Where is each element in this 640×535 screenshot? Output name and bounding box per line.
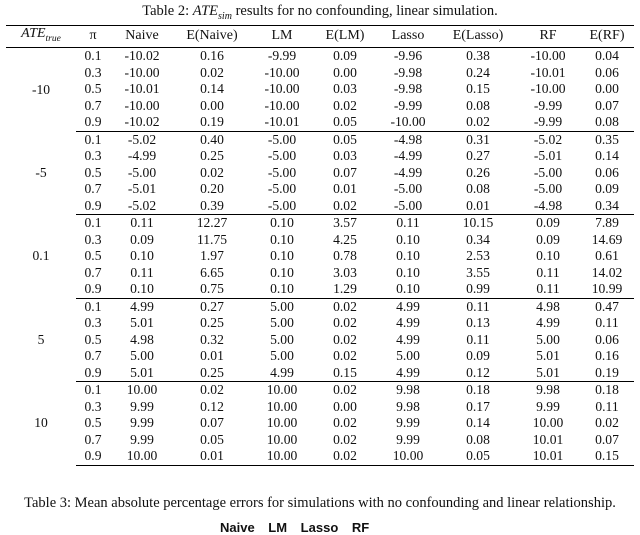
table-cell: 9.98 — [396, 382, 420, 398]
table-cell: 5.00 — [270, 348, 294, 364]
table-cell: 0.5 — [84, 164, 102, 180]
table-cell: 0.1 — [84, 215, 102, 231]
table-cell: 0.02 — [595, 415, 619, 431]
table-cell: 4.25 — [333, 231, 357, 247]
table-cell: 0.39 — [174, 198, 250, 215]
table-cell: 5.00 — [130, 348, 154, 364]
table-cell: 0.08 — [580, 114, 634, 131]
table-cell: 4.99 — [536, 315, 560, 331]
table3-cut-header: Naive LM Lasso RF — [220, 520, 370, 535]
group-ate-3 — [6, 298, 634, 382]
table-cell: 0.3 — [84, 148, 102, 164]
table-cell: -10.00 — [264, 81, 300, 97]
table-row — [6, 448, 634, 465]
table-cell: 0.10 — [110, 281, 174, 298]
group-ate-2 — [6, 215, 634, 299]
table-cell: 0.38 — [466, 48, 490, 64]
table-cell: 4.98 — [130, 331, 154, 347]
table-cell: -4.99 — [127, 148, 157, 164]
group-ate-0 — [6, 48, 634, 132]
table-cell: 0.78 — [333, 248, 357, 264]
table-cell: -10.00 — [124, 97, 160, 113]
ate-true-value: -10 — [31, 81, 51, 97]
table-cell: 0.02 — [333, 298, 357, 314]
table-cell: 0.12 — [200, 398, 224, 414]
table-cell: 0.10 — [270, 248, 294, 264]
group-ate-4 — [6, 382, 634, 466]
table2-caption — [0, 2, 640, 26]
table-cell: 0.05 — [440, 448, 516, 465]
table-cell: 0.17 — [466, 398, 490, 414]
table-cell: -4.99 — [393, 164, 423, 180]
table-cell: 0.05 — [314, 114, 376, 131]
table-cell: 0.11 — [516, 281, 580, 298]
table-cell: 3.57 — [333, 215, 357, 231]
table-cell: 0.75 — [174, 281, 250, 298]
header-col-4: E(LM) — [314, 26, 376, 48]
table-cell: 4.99 — [376, 365, 440, 382]
table-row — [6, 65, 634, 82]
table-cell: 0.16 — [200, 48, 224, 64]
table-cell: 0.27 — [466, 148, 490, 164]
table-cell: -10.00 — [124, 64, 160, 80]
table-cell: 0.02 — [440, 114, 516, 131]
table-cell: 0.08 — [466, 431, 490, 447]
table-cell: 10.00 — [266, 398, 298, 414]
table-cell: 5.01 — [130, 315, 154, 331]
ate-true-value: 5 — [37, 331, 45, 347]
table-cell: 0.11 — [595, 315, 619, 331]
table-cell: 9.98 — [536, 382, 560, 398]
table-cell: 4.99 — [250, 365, 314, 382]
table-cell: 0.09 — [536, 215, 560, 231]
table-cell: -4.98 — [393, 131, 423, 147]
table-cell: 0.10 — [396, 264, 420, 280]
table-cell: 0.3 — [84, 64, 102, 80]
table3-caption: Table 3: Mean absolute percentage errors for simulations with no confounding and linear relationship. — [24, 495, 616, 511]
table-cell: 0.15 — [314, 365, 376, 382]
table-cell: 0.3 — [84, 231, 102, 247]
table-cell: 0.10 — [270, 264, 294, 280]
table-cell: 0.00 — [333, 64, 357, 80]
table-cell: 5.01 — [516, 365, 580, 382]
table-cell: 14.02 — [591, 264, 623, 280]
table-cell: 0.09 — [536, 231, 560, 247]
table-cell: 0.25 — [200, 148, 224, 164]
table-cell: 0.02 — [333, 348, 357, 364]
table-cell: 0.9 — [76, 281, 110, 298]
table-cell: 0.11 — [130, 264, 154, 280]
table-cell: 0.14 — [200, 81, 224, 97]
table-row — [6, 165, 634, 182]
header-col-5: Lasso — [376, 26, 440, 48]
table-cell: -10.00 — [264, 97, 300, 113]
table-cell: 0.02 — [200, 64, 224, 80]
table-cell: -5.02 — [110, 198, 174, 215]
results-table — [6, 25, 634, 466]
table-cell: 9.99 — [396, 415, 420, 431]
table-cell: 5.00 — [270, 331, 294, 347]
table-cell: 0.34 — [580, 198, 634, 215]
table-row — [6, 48, 634, 65]
table-cell: 0.05 — [333, 131, 357, 147]
table-cell: 10.00 — [532, 415, 564, 431]
table-cell: -10.00 — [530, 48, 566, 64]
header-col-7: RF — [516, 26, 580, 48]
table-cell: -5.02 — [127, 131, 157, 147]
header-col-2: E(Naive) — [174, 26, 250, 48]
header-ate-true: $ATE_{true}$ — [6, 26, 76, 48]
table-cell: 0.1 — [84, 48, 102, 64]
table-cell: 4.99 — [396, 315, 420, 331]
table-cell: 0.9 — [76, 114, 110, 131]
table-row — [6, 148, 634, 165]
table-cell: -10.01 — [124, 81, 160, 97]
table-cell: 0.11 — [130, 215, 154, 231]
table-cell: 0.32 — [200, 331, 224, 347]
table-cell: 0.09 — [595, 181, 619, 197]
table-row — [6, 348, 634, 365]
table-cell: 6.65 — [200, 264, 224, 280]
table-cell: 0.09 — [333, 48, 357, 64]
header-col-6: E(Lasso) — [440, 26, 516, 48]
table-cell: 0.02 — [200, 164, 224, 180]
table-cell: 0.10 — [536, 248, 560, 264]
header-col-0: π — [76, 26, 110, 48]
table-cell: 0.02 — [200, 382, 224, 398]
table-cell: -10.02 — [124, 48, 160, 64]
table-cell: 0.09 — [466, 348, 490, 364]
table-cell: -5.00 — [127, 164, 157, 180]
table-cell: 0.19 — [174, 114, 250, 131]
table-cell: 0.10 — [270, 215, 294, 231]
table-cell: 9.98 — [396, 398, 420, 414]
table-cell: -9.96 — [393, 48, 423, 64]
table-cell: 0.07 — [595, 431, 619, 447]
table-cell: 7.89 — [595, 215, 619, 231]
table-cell: 0.02 — [333, 431, 357, 447]
table-cell: 0.09 — [130, 231, 154, 247]
table-cell: 0.40 — [200, 131, 224, 147]
table-cell: 0.1 — [84, 382, 102, 398]
table-cell: 0.5 — [84, 331, 102, 347]
table-row — [6, 281, 634, 298]
table-cell: -9.99 — [393, 97, 423, 113]
ate-true-value: -5 — [35, 164, 47, 180]
table-cell: -10.01 — [250, 114, 314, 131]
table-cell: 0.06 — [595, 164, 619, 180]
table-cell: 10.00 — [266, 415, 298, 431]
table-row — [6, 98, 634, 115]
table-row — [6, 382, 634, 399]
table-cell: 0.11 — [536, 264, 560, 280]
table-cell: 10.99 — [580, 281, 634, 298]
table-cell: 0.11 — [466, 298, 490, 314]
table-cell: 4.99 — [396, 298, 420, 314]
table-cell: 4.98 — [536, 298, 560, 314]
table-cell: 0.07 — [200, 415, 224, 431]
table-cell: 10.01 — [532, 431, 564, 447]
table-cell: 0.7 — [84, 181, 102, 197]
table2-caption-var: $ATE_{sim}$ — [192, 3, 232, 22]
table-cell: -5.00 — [267, 164, 297, 180]
table-row — [6, 131, 634, 148]
table-row — [6, 298, 634, 315]
table-cell: 0.02 — [333, 331, 357, 347]
table-cell: 0.11 — [466, 331, 490, 347]
table-cell: 1.97 — [200, 248, 224, 264]
table-cell: 5.01 — [110, 365, 174, 382]
ate-true-value: 0.1 — [32, 248, 50, 264]
table-cell: 0.20 — [200, 181, 224, 197]
table-cell: 0.10 — [396, 231, 420, 247]
table-cell: 0.3 — [84, 398, 102, 414]
table-cell: 10.00 — [126, 382, 158, 398]
table-cell: 0.10 — [130, 248, 154, 264]
table-cell: 0.5 — [84, 81, 102, 97]
table-cell: 0.03 — [333, 81, 357, 97]
table-cell: -9.99 — [267, 48, 297, 64]
table-cell: -10.00 — [376, 114, 440, 131]
table-cell: -10.01 — [530, 64, 566, 80]
table-cell: 0.35 — [595, 131, 619, 147]
table-cell: 0.5 — [84, 415, 102, 431]
table-cell: 0.06 — [595, 331, 619, 347]
table-cell: 0.01 — [333, 181, 357, 197]
table-cell: 0.01 — [440, 198, 516, 215]
table-cell: 0.12 — [440, 365, 516, 382]
table-cell: 0.31 — [466, 131, 490, 147]
table-cell: 0.13 — [466, 315, 490, 331]
table-cell: 0.10 — [376, 281, 440, 298]
table-cell: 10.01 — [516, 448, 580, 465]
table-cell: 0.9 — [76, 198, 110, 215]
table-cell: 0.7 — [84, 431, 102, 447]
table-cell: 5.00 — [270, 315, 294, 331]
table-header — [6, 26, 634, 48]
table-cell: 0.19 — [580, 365, 634, 382]
table-cell: 3.55 — [466, 264, 490, 280]
table-cell: 0.01 — [174, 448, 250, 465]
table-cell: 5.00 — [396, 348, 420, 364]
table-cell: 5.00 — [270, 298, 294, 314]
table-cell: 0.1 — [84, 131, 102, 147]
header-col-1: Naive — [110, 26, 174, 48]
table2-caption-suffix: results for no confounding, linear simulation. — [231, 3, 498, 19]
table-cell: 0.1 — [84, 298, 102, 314]
table-row — [6, 248, 634, 265]
table-cell: 5.00 — [536, 331, 560, 347]
header-col-3: LM — [250, 26, 314, 48]
table-cell: 0.7 — [84, 264, 102, 280]
table-cell: 0.00 — [333, 398, 357, 414]
table-row — [6, 114, 634, 131]
header-row — [6, 26, 634, 48]
table-cell: 2.53 — [466, 248, 490, 264]
table-cell: 10.15 — [462, 215, 494, 231]
table-cell: 0.11 — [396, 215, 420, 231]
table-cell: 0.05 — [200, 431, 224, 447]
table-cell: 0.15 — [580, 448, 634, 465]
table-cell: -5.00 — [267, 181, 297, 197]
table-cell: -5.00 — [267, 148, 297, 164]
table-cell: 0.16 — [595, 348, 619, 364]
table-cell: 0.10 — [270, 231, 294, 247]
table-cell: -5.01 — [127, 181, 157, 197]
table-row — [6, 332, 634, 349]
table-cell: 0.9 — [76, 448, 110, 465]
table-row — [6, 432, 634, 449]
table-cell: 9.99 — [396, 431, 420, 447]
table-cell: 0.02 — [314, 198, 376, 215]
table-cell: 0.07 — [333, 164, 357, 180]
table-cell: 0.25 — [200, 315, 224, 331]
table-cell: 0.7 — [84, 348, 102, 364]
table-row — [6, 365, 634, 382]
table-cell: 0.5 — [84, 248, 102, 264]
table-cell: 0.7 — [84, 97, 102, 113]
table-cell: -10.02 — [110, 114, 174, 131]
table-cell: 0.08 — [466, 97, 490, 113]
table-cell: 0.34 — [466, 231, 490, 247]
table-cell: -9.99 — [533, 97, 563, 113]
table-cell: 0.01 — [200, 348, 224, 364]
table-cell: 14.69 — [591, 231, 623, 247]
table-cell: -5.02 — [533, 131, 563, 147]
table-row — [6, 415, 634, 432]
table-cell: -5.00 — [250, 198, 314, 215]
table-cell: 0.18 — [466, 382, 490, 398]
table-cell: 9.99 — [536, 398, 560, 414]
table-cell: 0.10 — [250, 281, 314, 298]
table-cell: 0.08 — [466, 181, 490, 197]
table-cell: 0.11 — [595, 398, 619, 414]
table-cell: 4.99 — [130, 298, 154, 314]
table-cell: -10.00 — [264, 64, 300, 80]
table-cell: 0.10 — [396, 248, 420, 264]
table-cell: 0.26 — [466, 164, 490, 180]
table-cell: 0.02 — [333, 315, 357, 331]
table-cell: -5.00 — [393, 181, 423, 197]
header-col-8: E(RF) — [580, 26, 634, 48]
table-cell: 0.02 — [333, 415, 357, 431]
table-cell: -5.00 — [376, 198, 440, 215]
table-cell: -5.00 — [267, 131, 297, 147]
table-cell: 0.06 — [595, 64, 619, 80]
table-cell: 4.99 — [396, 331, 420, 347]
table-cell: 10.00 — [110, 448, 174, 465]
table-cell: 0.14 — [595, 148, 619, 164]
table-cell: 5.01 — [536, 348, 560, 364]
table-cell: -5.01 — [533, 148, 563, 164]
table-cell: 9.99 — [130, 415, 154, 431]
table-cell: -5.00 — [533, 164, 563, 180]
table-cell: 10.00 — [266, 431, 298, 447]
table-row — [6, 399, 634, 416]
table-cell: 0.27 — [200, 298, 224, 314]
table-cell: 10.00 — [250, 448, 314, 465]
table-row — [6, 198, 634, 215]
table-row — [6, 315, 634, 332]
table-cell: 0.25 — [174, 365, 250, 382]
table-cell: 12.27 — [196, 215, 228, 231]
table-cell: 10.00 — [376, 448, 440, 465]
table-cell: 0.14 — [466, 415, 490, 431]
table-cell: 0.3 — [84, 315, 102, 331]
table-cell: 0.47 — [595, 298, 619, 314]
table-row — [6, 232, 634, 249]
group-ate-1 — [6, 131, 634, 215]
table-cell: 0.00 — [200, 97, 224, 113]
table-cell: 0.61 — [595, 248, 619, 264]
table-cell: 0.02 — [333, 382, 357, 398]
table-row — [6, 181, 634, 198]
table-cell: 11.75 — [196, 231, 228, 247]
table-cell: 9.99 — [130, 431, 154, 447]
table-cell: 0.9 — [76, 365, 110, 382]
table-cell: 1.29 — [314, 281, 376, 298]
table-cell: -9.98 — [393, 81, 423, 97]
table-cell: 0.07 — [595, 97, 619, 113]
ate-true-value: 10 — [34, 415, 48, 431]
table-cell: 0.18 — [595, 382, 619, 398]
table-cell: 0.24 — [466, 64, 490, 80]
table-cell: 0.00 — [595, 81, 619, 97]
table-cell: 9.99 — [130, 398, 154, 414]
table-row — [6, 265, 634, 282]
table-cell: 0.04 — [595, 48, 619, 64]
table-cell: 0.03 — [333, 148, 357, 164]
table-cell: -9.99 — [516, 114, 580, 131]
table-cell: -9.98 — [393, 64, 423, 80]
table-cell: -10.00 — [530, 81, 566, 97]
table2-caption-prefix: Table 2: — [142, 3, 193, 19]
table-cell: 0.99 — [440, 281, 516, 298]
table-cell: 0.15 — [466, 81, 490, 97]
table-cell: 10.00 — [266, 382, 298, 398]
table-cell: 3.03 — [333, 264, 357, 280]
table-cell: 0.02 — [314, 448, 376, 465]
table-cell: -4.99 — [393, 148, 423, 164]
table-row — [6, 81, 634, 98]
table-cell: -4.98 — [516, 198, 580, 215]
table-row — [6, 215, 634, 232]
table-cell: -5.00 — [533, 181, 563, 197]
table-cell: 0.02 — [333, 97, 357, 113]
